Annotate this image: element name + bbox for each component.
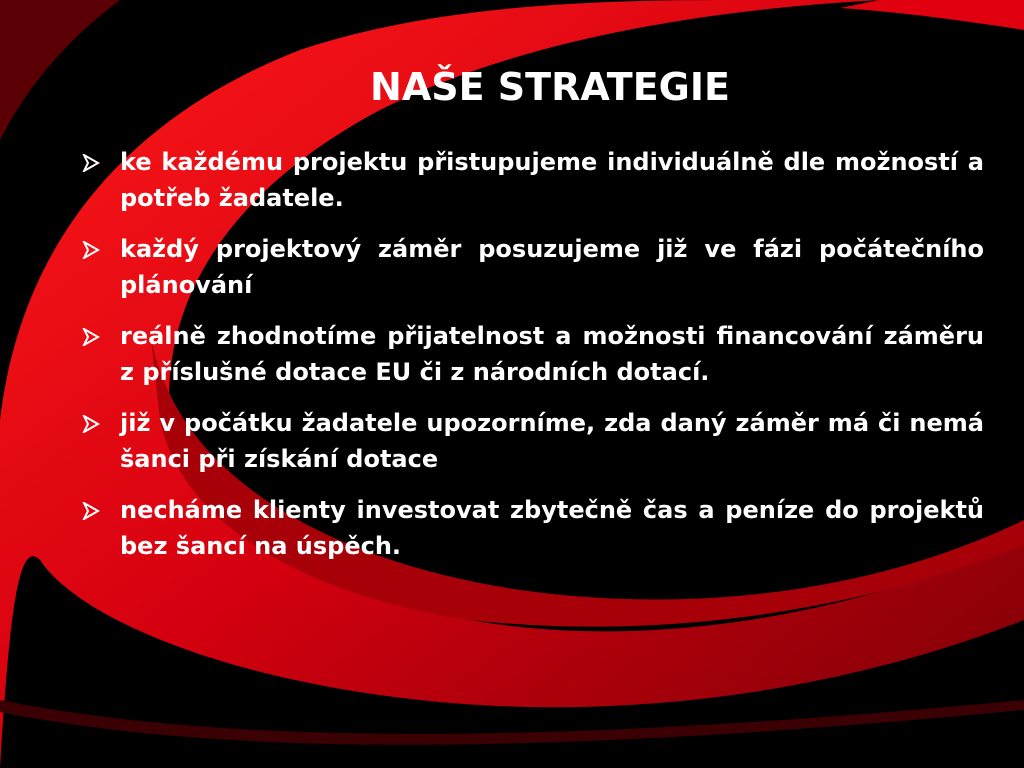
arrowhead-bullet-icon [82,415,100,433]
bullet-item [80,144,984,216]
bullet-text: ke každému projektu přistupujeme individuálně dle možností a potřeb žadatele. [120,148,984,212]
bullet-text: necháme klienty investovat zbytečně čas a peníze do projektů bez šancí na úspěch. [120,496,984,560]
arrowhead-bullet-icon [82,154,100,172]
bullet-text: již v počátku žadatele upozorníme, zda daný záměr má či nemá šanci při získání dotace [120,409,984,473]
bullet-item [80,492,984,564]
bullet-list [80,144,984,579]
bullet-item [80,318,984,390]
arrowhead-bullet-icon [82,502,100,520]
arrowhead-bullet-icon [82,328,100,346]
bullet-item [80,231,984,303]
bullet-text: reálně zhodnotíme přijatelnost a možnosti financování záměru z příslušné dotace EU či z národních dotací. [120,322,984,386]
slide-title: NAŠE STRATEGIE [370,65,730,109]
bullet-text: každý projektový záměr posuzujeme již ve fázi počátečního plánování [120,235,984,299]
bullet-item [80,405,984,477]
arrowhead-bullet-icon [82,241,100,259]
